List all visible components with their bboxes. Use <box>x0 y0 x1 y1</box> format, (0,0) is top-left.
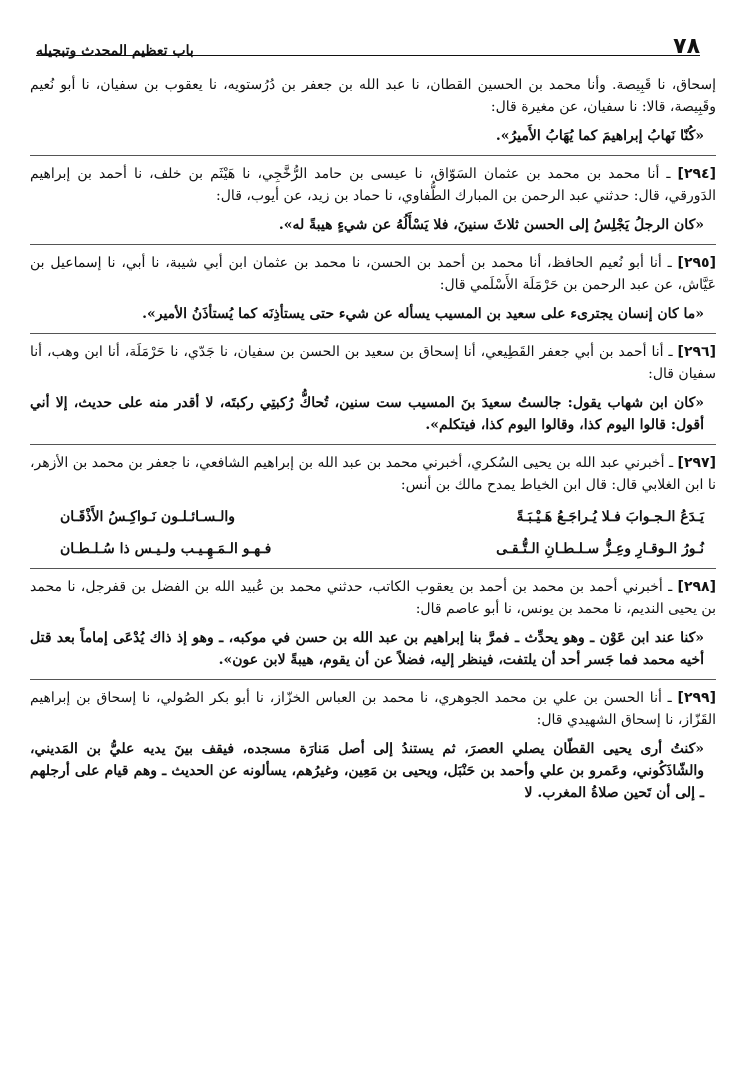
page-number: ٧٨ <box>673 34 700 59</box>
hadith-paragraph <box>30 576 716 620</box>
hadith-number: [٢٩٧] <box>677 455 716 471</box>
separator-rule <box>30 244 716 245</box>
hadith-paragraph <box>30 74 716 118</box>
hadith-number: [٢٩٦] <box>677 344 716 360</box>
hadith-paragraph <box>30 452 716 496</box>
quotation: «كنتُ أرى يحيى القطّان يصلي العصرَ، ثم يستندُ إلى أصل مَنارَة مسجده، فيقف بينَ يديه عليُّ بن المَديني، والشّاذَكُوني، وعَمرو بن علي وأحمد بن حَنْبَل، ويحيى بن مَعِين، وغيرُهم، يسألونه عن الحديث ـ وهم قيام على أرجلهم ـ إلى أن تَحين صلاةُ المغرب. لا <box>30 741 705 801</box>
quotation: «كُنّا نَهابُ إبراهيمَ كما يُهَابُ الأَميرُ». <box>495 128 704 144</box>
separator-rule <box>30 333 716 334</box>
paragraph-text: ـ أنا محمد بن محمد بن عثمان السَوّاق، نا عيسى بن حامد الرُّخَّجِي، نا هَيْثَم بن خلف، نا أحمد بن إبراهيم الدَورقي، قال: حدثني عبد الرحمن بن المبارك الطُّفاوي، نا حماد بن زيد، عن أيوب، قال: <box>30 166 716 204</box>
verse-second-hemistich: فـهـو الـمَـهِـيـب ولـيـس ذا سُـلـطـان <box>60 541 272 557</box>
running-title: باب تعظيم المحدث وتبجيله <box>36 43 194 59</box>
hadith-number: [٢٩٩] <box>677 690 716 706</box>
quotation: «كان ابن شهاب يقول: جالستُ سعيدَ بنَ المسيب ست سنين، تُحاكُّ رُكبتِي ركبتَه، لا أقدر منه على حديث، إلا أني أقول: قالوا اليوم كذا، وقالوا اليوم كذا، فيتكلم». <box>30 395 704 433</box>
paragraph-text: ـ أخبرني عبد الله بن يحيى السُكري، أخبرني محمد بن عبد الله بن إبراهيم الشافعي، نا جعفر بن محمد بن الأزهر، نا ابن الغلابي قال: قال ابن الخياط يمدح مالك بن أنس: <box>30 455 716 493</box>
header-rule <box>36 55 700 56</box>
hadith-paragraph <box>30 687 716 731</box>
quotation: «كنا عند ابن عَوْن ـ وهو يحدِّث ـ فمرَّ بنا إبراهيم بن عبد الله بن حسن في موكبه، ـ وهو إذ ذاك يُدْعَى إماماً بعد قتل أخيه محمد فما جَسر أحد أن يلتفت، فينظر إليه، فضلاً عن أن يقوم، هيبةً لابن عون». <box>30 630 704 668</box>
page-header <box>36 28 700 58</box>
separator-rule <box>30 568 716 569</box>
hadith-number: [٢٩٨] <box>677 579 716 595</box>
poem-verse <box>30 506 716 528</box>
quotation: «ما كان إنسان يجترىء على سعيد بن المسيب يسأله عن شيء حتى يستأذِنَه كما يُستأذَنُ الأمير». <box>142 306 704 322</box>
page-body <box>30 74 716 1080</box>
verse-first-hemistich: يَـدَعُ الـجـوابَ فـلا يُـراجَـعُ هَـيْـبَـةً <box>516 509 704 525</box>
verse-first-hemistich: نُـورُ الـوقـارِ وعِـزُّ سـلـطـانِ الـتُّـقـى <box>496 541 704 557</box>
paragraph-text: ـ أنا أحمد بن أبي جعفر القَطِيعي، أنا إسحاق بن سعيد بن الحسن بن سفيان، نا جَدّي، نا حَرْمَلَة، أنا ابن وهب، أنا سفيان قال: <box>30 344 716 382</box>
hadith-paragraph <box>30 163 716 207</box>
paragraph-text: ـ أنا أبو نُعيم الحافظ، أنا محمد بن أحمد بن الحسن، نا محمد بن عثمان ابن أبي شيبة، نا أبي، نا إسماعيل بن عَيَّاش، عن عبد الرحمن بن حَرْمَلَة الأَسْلَمي قال: <box>30 255 716 293</box>
paragraph-text: إسحاق، نا قَبِيصة. وأنا محمد بن الحسين القطان، نا عبد الله بن جعفر بن دُرُستويه، نا يعقوب بن سفيان، نا أبو نُعيم وقَبِيصة، قالا: نا سفيان، عن مغيرة قال: <box>30 77 716 115</box>
verse-second-hemistich: والـسـائـلـون نَـواكِـسُ الأَذْقَـان <box>60 509 236 525</box>
separator-rule <box>30 444 716 445</box>
separator-rule <box>30 155 716 156</box>
poem-verse <box>30 538 716 560</box>
paragraph-text: ـ أنا الحسن بن علي بن محمد الجوهري، نا محمد بن العباس الخزّاز، نا أبو بكر الصُولي، نا إسحاق بن إبراهيم القَزّاز، نا إسحاق الشهيدي قال: <box>30 690 716 728</box>
quotation: «كان الرجلُ يَجْلِسُ إلى الحسن ثلاثَ سنينَ، فلا يَسْأَلُهُ عن شيءٍ هيبةً له». <box>278 217 704 233</box>
hadith-number: [٢٩٥] <box>677 255 716 271</box>
paragraph-text: ـ أخبرني أحمد بن محمد بن أحمد بن يعقوب الكاتب، حدثني محمد بن عُبيد الله بن الفضل بن قفرجل، نا محمد بن يحيى النديم، نا محمد بن يونس، نا أبو عاصم قال: <box>30 579 716 617</box>
separator-rule <box>30 679 716 680</box>
hadith-number: [٢٩٤] <box>677 166 716 182</box>
hadith-paragraph <box>30 252 716 296</box>
hadith-paragraph <box>30 341 716 385</box>
